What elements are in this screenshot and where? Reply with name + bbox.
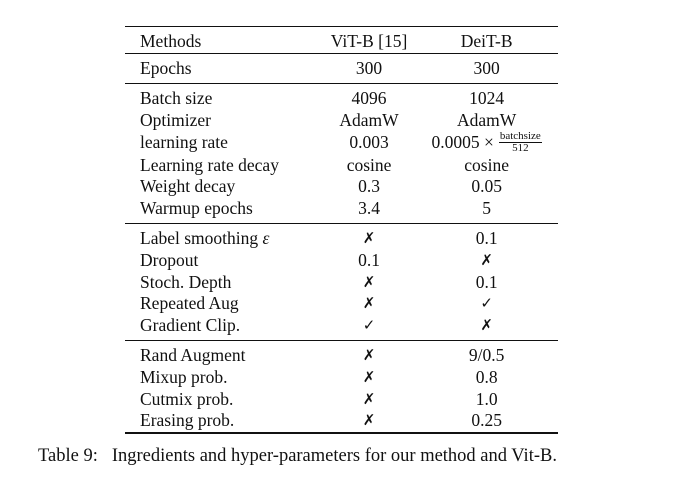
table-row-optimizer [125,110,558,132]
table-row-label-smoothing [125,224,558,250]
formula-prefix: 0.0005 × [431,132,494,153]
deit-value: 0.1 [415,224,558,250]
vit-value: 0.3 [358,176,380,197]
caption-label: Table 9: [38,446,98,466]
row-label: Dropout [140,250,199,271]
row-label: Rand Augment [125,341,323,367]
row-label: Batch size [125,84,323,110]
row-label: Stoch. Depth [140,271,232,292]
table-row-rand-augment [125,341,558,367]
vit-value: ✗ [323,224,415,250]
header-vit-b: ViT-B [15] [323,27,415,54]
table-row-cutmix-prob [125,388,558,410]
deit-value: ✓ [480,294,493,313]
row-label: Erasing prob. [125,410,323,433]
row-label: Warmup epochs [140,197,253,218]
table-row-warmup-epochs [125,198,558,224]
vit-value: ✗ [362,368,376,387]
vit-value: ✗ [362,294,376,313]
formula-fraction [499,131,542,154]
table-row-learning-rate [125,131,558,154]
row-label: Learning rate decay [140,154,279,175]
learning-rate-formula [431,131,541,154]
deit-value: 0.05 [471,176,502,197]
fraction-numerator: batchsize [499,130,541,143]
row-label [125,224,323,250]
deit-value: cosine [464,154,509,175]
deit-value: 0.25 [415,410,558,433]
table-row-epochs [125,53,558,84]
deit-value: 0.8 [475,367,498,388]
table-row-repeated-aug [125,293,558,315]
caption-text: Ingredients and hyper-parameters for our method and Vit-B. [111,446,557,466]
vit-value: cosine [346,154,392,175]
table-row-weight-decay [125,176,558,198]
deit-value: 9/0.5 [415,341,558,367]
vit-value: 0.1 [358,250,380,271]
hyperparameter-table-container [125,26,558,434]
table-row-gradient-clip [125,315,558,341]
deit-value: 0.1 [475,271,498,292]
deit-value: 1024 [415,84,558,110]
table-row-learning-rate-decay [125,154,558,176]
table-row-dropout [125,250,558,272]
row-label: Epochs [125,53,323,84]
vit-value: 0.003 [349,132,389,153]
row-label: learning rate [140,132,228,153]
vit-value: ✗ [323,341,415,367]
table-row-erasing-prob [125,410,558,433]
vit-value: ✗ [362,272,376,291]
deit-value: ✗ [480,315,493,334]
deit-value: 1.0 [475,388,498,409]
row-label: Optimizer [140,110,211,131]
table-row-stoch-depth [125,271,558,293]
deit-value [415,131,558,154]
table-caption [38,446,658,467]
vit-value: 300 [323,53,415,84]
table-header-row [125,27,558,54]
vit-value: 4096 [323,84,415,110]
vit-value: ✓ [362,315,376,334]
epsilon-symbol: ε [262,228,270,249]
header-deit-b: DeiT-B [415,27,558,54]
row-label-text: Label smoothing [140,228,259,249]
header-methods: Methods [125,27,323,54]
vit-value: ✗ [362,389,376,408]
hyperparameter-table [125,26,558,434]
deit-value: AdamW [456,110,517,131]
row-label: Cutmix prob. [140,388,234,409]
deit-value: 5 [482,197,491,218]
table-row-mixup-prob [125,367,558,389]
vit-value: ✗ [323,410,415,433]
row-label: Mixup prob. [140,367,228,388]
deit-value: ✗ [480,251,493,270]
deit-value: 300 [415,53,558,84]
table-row-batch-size [125,84,558,110]
vit-value: AdamW [339,110,399,131]
fraction-denominator: 512 [512,142,529,155]
row-label: Weight decay [140,176,236,197]
row-label: Repeated Aug [140,293,239,314]
vit-value: 3.4 [358,197,380,218]
row-label: Gradient Clip. [140,314,241,335]
